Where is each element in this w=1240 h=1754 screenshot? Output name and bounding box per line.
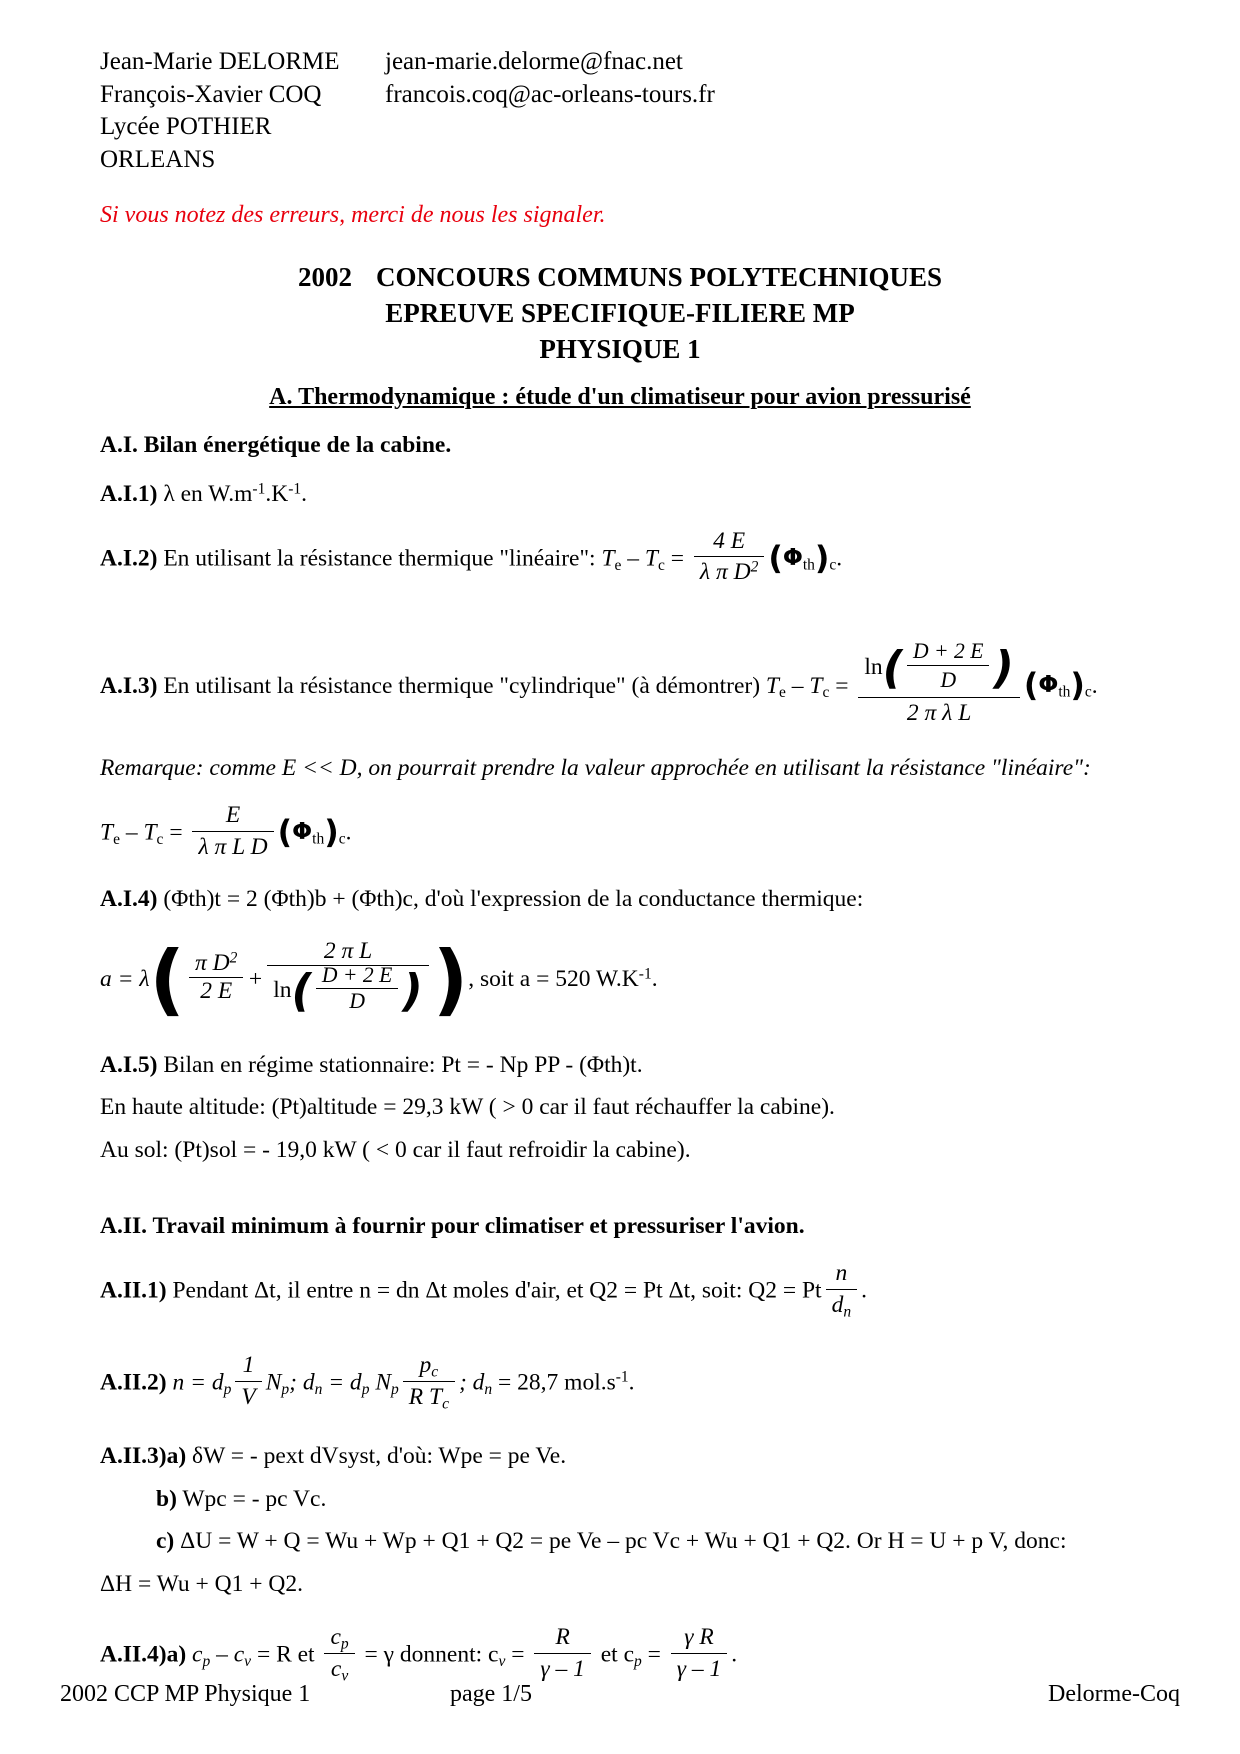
aii2-sub-2: p [281,1380,290,1398]
aii2-f2-num [403,1350,455,1381]
aii2-part-2: N [265,1369,282,1396]
ai2-period: . [836,545,843,572]
aii2-f2-den-sub: c [442,1395,449,1412]
heading-aii-text: A.II. Travail minimum à fournir pour climatiser et pressuriser l'avion. [100,1213,805,1240]
ai3-frac-denominator: 2 π λ L [858,697,1020,729]
ai2-equals: = [664,545,690,572]
aii4-fraction-3 [671,1622,728,1684]
item-aii2 [100,1353,1140,1415]
conductance-inner-fraction [316,963,398,1014]
item-ai3 [100,639,1140,732]
title-year: 2002 [297,262,352,292]
aii1-frac-denominator [826,1289,858,1321]
ai3-inner-num: D + 2 E [913,639,984,664]
ai2-fraction [694,526,764,588]
ai3-lhs-sub-c: c [822,683,830,701]
item-aii3a-text: δW = - pext dVsyst, d'où: Wpe = pe Ve. [192,1443,567,1470]
conductance-f2-num: 2 π L [323,937,373,964]
remark-phi-sub: th [312,830,325,848]
item-aii3a [100,1441,1140,1472]
ai2-phi-sub: th [802,556,815,574]
aii1-den-d: d [831,1291,844,1318]
remark-lhs-mid: – T [119,819,157,846]
title-line-1 [100,259,1140,295]
ai2-phi-term: $(\Phi_{th})_c$ [768,540,837,577]
conductance-lhs: a = λ [100,965,150,992]
aii4-part-4: = γ donnent: c [358,1641,499,1668]
aii4-f1-num-text: c [330,1624,341,1651]
aii4-f2-num: R [555,1624,570,1651]
aii4-period: . [731,1641,738,1668]
heading-ai-text: A.I. Bilan énergétique de la cabine. [100,431,452,458]
item-aii3c-label: c) [156,1528,175,1555]
ai3-lhs-mid: – T [785,672,823,699]
school-name: Lycée POTHIER ORLEANS [100,113,272,173]
item-ai5-label: A.I.5) [100,1051,158,1078]
remark-fraction [192,800,273,862]
conductance-close-bracket: ) [432,934,469,1025]
aii2-exponent: -1 [615,1368,629,1386]
aii4-f2-den: γ – 1 [534,1653,591,1685]
ai3-period: . [1091,672,1098,699]
item-ai4 [100,884,1140,915]
footer-right: Delorme-Coq [1048,1681,1180,1707]
ai3-open-paren: ( [882,642,904,695]
aii4-f1-den [324,1653,354,1685]
aii2-part-5: N [369,1369,391,1396]
conductance-result-period: . [651,965,658,992]
conductance-fraction-2 [267,938,429,1017]
footer-page-number: page 1/5 [450,1681,532,1707]
aii2-fraction-2 [403,1350,455,1412]
aii2-sub-6: n [484,1380,493,1398]
remark-formula [100,803,1140,865]
item-aii3b [100,1484,1140,1515]
conductance-f2-den [267,965,429,1017]
aii2-part-6: ; d [458,1369,485,1396]
item-aii3c-text: ΔU = W + Q = Wu + Wp + Q1 + Q2 = pe Ve – pc Vc + Wu + Q1 + Q2. Or H = U + p V, donc: [180,1528,1067,1555]
item-aii3a-label: A.II.3)a) [100,1443,187,1470]
item-ai2 [100,529,1140,591]
ai3-inner-fraction [907,637,989,694]
ai2-frac-denominator [694,556,764,588]
conductance-result [468,966,657,992]
aii4-sub-4: v [498,1652,506,1670]
conductance-open-bracket: ( [149,934,185,1025]
title-main: CONCOURS COMMUNS POLYTECHNIQUES [375,262,943,292]
aii2-f2-den [403,1381,455,1413]
remark-lhs-sub-e: e [113,830,120,848]
aii4-part-7: = [641,1641,667,1668]
conductance-result-exponent: -1 [638,964,652,982]
ai3-inner-den: D [907,665,989,694]
conductance-open-paren: ( [291,965,312,1018]
item-ai5 [100,1050,1140,1081]
aii1-period: . [861,1277,867,1304]
aii2-f1-num: 1 [242,1352,255,1379]
ai2-phi-sub-c: c [829,556,837,574]
aii2-f2-num-sub: c [431,1363,439,1381]
aii4-part-1: c [192,1641,203,1668]
ai3-equals: = [829,672,855,699]
conductance-inner-den: D [316,988,398,1014]
ai2-lhs-T: T [601,545,615,572]
ai2-lhs-sub-e: e [614,556,622,574]
conductance-inner-num: D + 2 E [321,963,393,988]
title-line-3: PHYSIQUE 1 [539,334,701,365]
conductance-formula [100,934,1140,1025]
ai2-frac-numerator: 4 E [713,527,746,554]
author-email: jean-marie.delorme@fnac.net [385,48,683,75]
aii4-sub-1: p [202,1652,211,1670]
author-row [100,79,1140,112]
aii2-f2-num-text: p [419,1352,432,1379]
ai1-sup-1: -1 [252,480,266,498]
ai3-phi-term: $(\Phi_{th})_c$ [1023,668,1092,705]
remark-period: . [345,819,352,846]
aii4-sub-6: p [634,1652,642,1670]
conductance-close-paren: ) [402,965,423,1018]
item-aii2-label: A.II.2) [100,1369,167,1396]
item-aii4a-label: A.II.4)a) [100,1641,187,1668]
conductance-f1-num-exponent: 2 [229,949,238,967]
remark-line: Remarque: comme E << D, on pourrait prendre la valeur approchée en utilisant la résistance "linéaire": [100,755,1091,782]
ai3-ln: ln [864,653,883,680]
item-aii3c [100,1526,1140,1557]
item-aii1 [100,1261,1140,1323]
conductance-f1-den: 2 E [189,977,243,1005]
remark-equals: = [163,819,189,846]
ai2-lhs-mid: – T [621,545,658,572]
item-ai1 [100,479,1140,510]
item-ai1-text [163,481,307,507]
title-line-2: EPREUVE SPECIFIQUE-FILIERE MP [385,298,855,329]
aii2-f2-den-text: R T [408,1383,443,1410]
remark-frac-denominator: λ π L D [192,831,273,863]
item-ai3-label: A.I.3) [100,672,158,699]
aii4-f3-num: γ R [684,1624,714,1651]
aii4-part-5: = [505,1641,531,1668]
item-ai2-label: A.I.2) [100,545,158,572]
author-name: François-Xavier COQ [100,80,322,108]
aii4-f3-den: γ – 1 [671,1653,728,1685]
aii2-part-3: ; d [289,1369,315,1396]
remark-lhs-sub-c: c [156,830,164,848]
author-row [100,46,1140,79]
aii4-f1-den-sub: v [341,1667,349,1685]
aii4-part-3: = R et [251,1641,321,1668]
ai3-phi-sub-c: c [1084,683,1092,701]
item-ai2-text: En utilisant la résistance thermique "linéaire": [163,545,596,572]
aii4-f1-den-text: c [330,1655,342,1682]
ai3-phi-sub: th [1058,683,1071,701]
aii2-f1-den: V [235,1381,261,1413]
aii4-f1-num [324,1622,354,1653]
ai1-part-b: .K [265,481,289,508]
ai3-frac-numerator [858,640,1020,697]
remark-phi-term: $(\Phi_{th})_c$ [277,815,346,852]
school-row [100,111,1140,176]
ai1-sup-2: -1 [288,480,302,498]
item-ai3-text: En utilisant la résistance thermique "cylindrique" (à démontrer) [163,672,761,699]
conductance-result-text: , soit a = 520 W.K [468,965,639,992]
remark-frac-numerator: E [225,802,241,829]
ai1-part-a: λ en W.m [163,481,253,508]
conductance-plus: + [247,965,264,992]
item-ai5-text: Bilan en régime stationnaire: Pt = - Np PP - (Φth)t. [163,1051,643,1078]
aii2-sub-1: p [223,1380,232,1398]
error-notice: Si vous notez des erreurs, merci de nous les signaler. [100,202,606,228]
item-aii1-text: Pendant Δt, il entre n = dn Δt moles d'air, et Q2 = Pt Δt, soit: Q2 = Pt [172,1277,822,1304]
item-aii3b-label: b) [156,1485,177,1512]
aii2-period: . [628,1369,635,1396]
ai1-part-c: . [301,481,307,508]
item-aii3c-line2: ΔH = Wu + Q1 + Q2. [100,1570,303,1597]
item-ai4-label: A.I.4) [100,886,158,913]
aii2-part-1: n = d [172,1369,224,1396]
item-aii4a [100,1625,1140,1687]
aii1-frac-numerator: n [835,1260,848,1287]
conductance-fraction-1 [189,950,243,1005]
ai3-fraction [858,640,1020,729]
aii2-part-7: = 28,7 mol.s [492,1369,616,1396]
aii4-sub-2: v [244,1652,252,1670]
author-header [100,46,1140,176]
aii2-sub-4: p [361,1380,370,1398]
aii1-fraction [826,1258,858,1320]
remark-phi-sub-c: c [338,830,346,848]
ai3-close-paren: ) [993,642,1014,695]
page-footer [60,1681,1180,1708]
ai2-den-exponent: 2 [750,558,759,576]
item-ai5-line3: Au sol: (Pt)sol = - 19,0 kW ( < 0 car il faut refroidir la cabine). [100,1136,691,1163]
ai3-lhs-sub-e: e [778,683,786,701]
item-ai4-text: (Φth)t = 2 (Φth)b + (Φth)c, d'où l'expression de la conductance thermique: [163,886,864,913]
aii2-fraction-1 [235,1350,261,1412]
ai2-den-text: λ π D [699,559,751,586]
heading-ai [100,430,1140,461]
section-subtitle: A. Thermodynamique : étude d'un climatiseur pour avion pressurisé [269,383,971,410]
heading-aii [100,1211,1140,1242]
footer-left: 2002 CCP MP Physique 1 [60,1681,311,1707]
aii4-f1-num-sub: p [340,1635,349,1653]
aii2-sub-3: n [314,1380,323,1398]
author-email: francois.coq@ac-orleans-tours.fr [385,80,715,108]
aii2-part-4: = d [322,1369,362,1396]
aii4-part-6: et c [594,1641,635,1668]
ai2-lhs-sub-c: c [658,556,665,574]
author-name: Jean-Marie DELORME [100,48,340,75]
aii4-fraction-1 [324,1622,354,1684]
remark-lhs-T: T [100,819,114,846]
aii2-sub-5: p [391,1380,399,1398]
item-ai1-label: A.I.1) [100,481,158,508]
aii4-part-2: – c [210,1641,245,1668]
conductance-f1-num [189,950,243,977]
title-block [100,259,1140,368]
aii4-fraction-2 [534,1622,591,1684]
item-aii3b-text: Wpc = - pc Vc. [182,1485,327,1512]
conductance-f1-num-text: π D [195,949,230,976]
conductance-ln: ln [273,976,292,1003]
item-aii1-label: A.II.1) [100,1277,167,1304]
item-ai5-line2: En haute altitude: (Pt)altitude = 29,3 kW ( > 0 car il faut réchauffer la cabine). [100,1094,835,1121]
aii1-den-sub: n [843,1302,852,1320]
ai3-lhs-T: T [765,672,779,699]
